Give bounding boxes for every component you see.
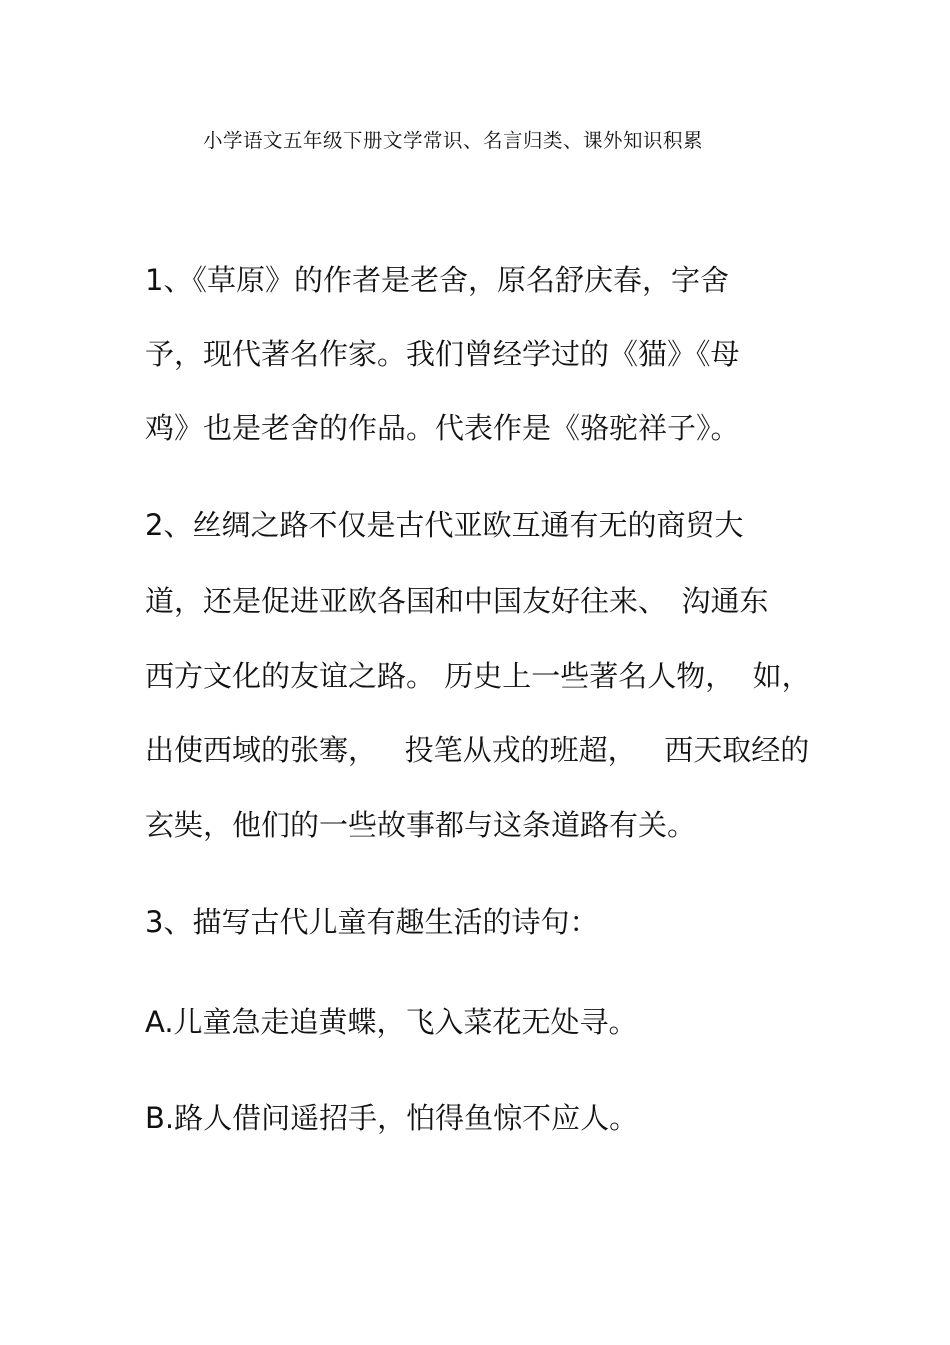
paragraph-line: B.路人借问遥招手，怕得鱼惊不应人。 bbox=[145, 1101, 639, 1135]
document-title: 小学语文五年级下册文学常识、名言归类、课外知识积累 bbox=[202, 129, 703, 152]
paragraph-line: 1、《草原》的作者是老舍，原名舒庆春，字舍 bbox=[145, 263, 729, 297]
paragraph-line: 予，现代著名作家。我们曾经学过的《猫》《母 bbox=[145, 337, 740, 371]
paragraph-line: 2、丝绸之路不仅是古代亚欧互通有无的商贸大 bbox=[145, 508, 744, 542]
paragraph-line: 道，还是促进亚欧各国和中国友好往来、 沟通东 bbox=[145, 584, 769, 618]
paragraph-line: 3、描写古代儿童有趣生活的诗句： bbox=[145, 905, 599, 939]
paragraph-line: 玄奘，他们的一些故事都与这条道路有关。 bbox=[145, 808, 697, 842]
paragraph-line: 鸡》也是老舍的作品。代表作是《骆驼祥子》。 bbox=[145, 411, 740, 445]
paragraph-line: 西方文化的友谊之路。 历史上一些著名人物， 如， bbox=[145, 659, 811, 693]
paragraph-line: A.儿童急走追黄蝶，飞入菜花无处寻。 bbox=[145, 1005, 638, 1039]
paragraph-line: 出使西域的张骞， 投笔从戎的班超， 西天取经的 bbox=[145, 733, 810, 767]
